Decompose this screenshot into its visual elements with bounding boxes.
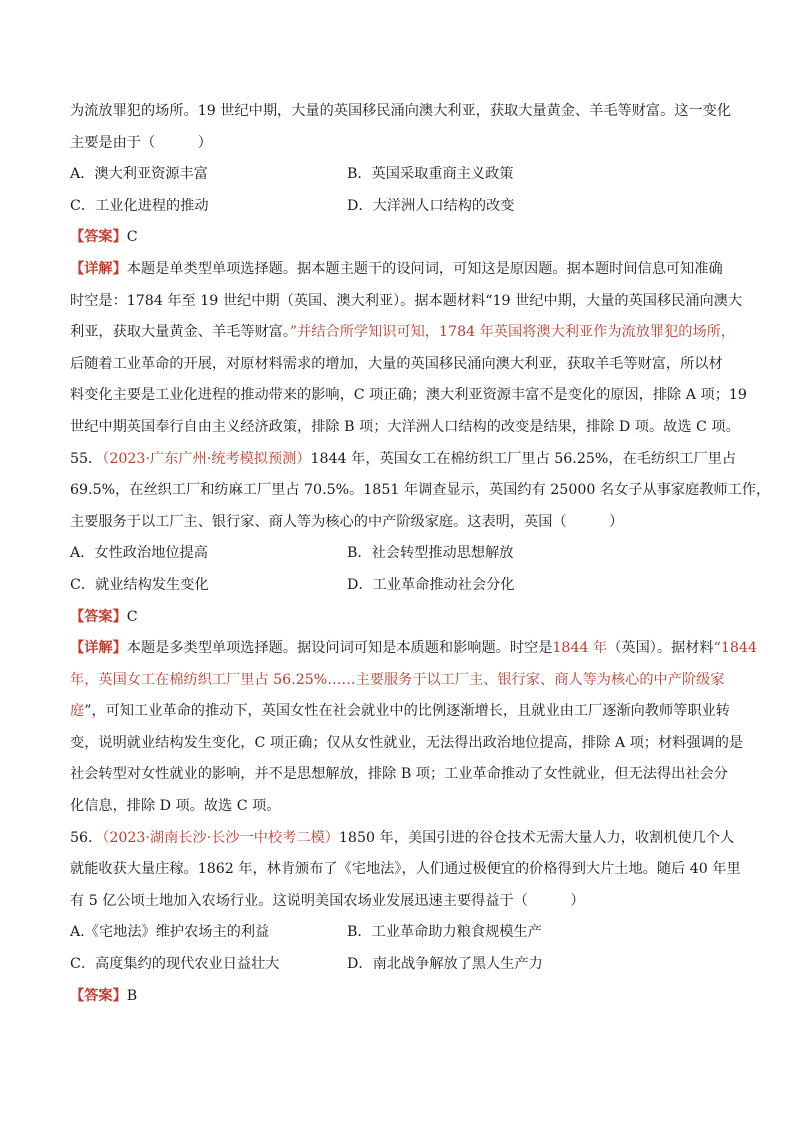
- q54-explain-line-4: 后随着工业革命的开展，对原材料需求的增加，大量的英国移民涌向澳大利亚，获取羊毛等财富，所以材: [70, 355, 723, 372]
- q54-stem-line-1: 为流放罪犯的场所。19 世纪中期，大量的英国移民涌向澳大利亚，获取大量黄金、羊毛等财富。这一变化: [70, 103, 732, 119]
- q55-explain-line-1: 【详解】本题是多类型单项选择题。据设问词可知是本质题和影响题。时空是1844 年（英国）。据材料“1844: [70, 640, 757, 657]
- q56-stem-line-3: 有 5 亿公顷土地加入农场行业。这说明美国农场业发展迅速主要得益于（ ）: [70, 892, 585, 909]
- q55-option-d: D．工业革命推动社会分化: [347, 576, 515, 593]
- q55-explain-line-3: 庭”，可知工业革命的推动下，英国女性在社会就业中的比例逐渐增长，且就业由工厂逐渐向教师等职业转: [70, 703, 730, 720]
- q56-option-d: D．南北战争解放了黑人生产力: [347, 956, 543, 973]
- document-body: [70, 96, 771, 1012]
- q55-option-b: B．社会转型推动思想解放: [347, 545, 514, 562]
- answer-tag: 【答案】: [70, 987, 127, 1004]
- q56-options-row-2: [70, 949, 730, 981]
- q55-explain-line-2: 年，英国女工在棉纺织工厂里占 56.25%……主要服务于以工厂主、银行家、商人等为核心的中产阶级家: [70, 671, 725, 688]
- q56-option-b: B．工业革命助力粮食规模生产: [347, 924, 542, 941]
- q54-explain-line-5: 料变化主要是工业化进程的推动带来的影响，C 项正确；澳大利亚资源丰富不是变化的原因，排除 A 项；19: [70, 387, 747, 404]
- answer-value: C: [126, 229, 138, 246]
- q54-answer: [70, 222, 730, 254]
- q55-answer: [70, 602, 730, 634]
- q56-answer: [70, 981, 730, 1013]
- answer-value: C: [126, 608, 138, 625]
- q54-option-c: C．工业化进程的推动: [70, 197, 209, 214]
- q55-explain-line-4: 变，说明就业结构发生变化，C 项正确；仅从女性就业，无法得出政治地位提高，排除 A 项；材料强调的是: [70, 734, 744, 751]
- q56-number: 56．: [70, 829, 103, 846]
- q55-stem-line-1: 55．（2023·广东广州·统考模拟预测）1844 年，英国女工在棉纺织工厂里占 56.25%，在毛纺织工厂里占: [70, 450, 737, 467]
- q55-stem-line-2: 69.5%，在丝织工厂和纺麻工厂里占 70.5%。1851 年调查显示，英国约有 25000 名女子从事家庭教师工作，: [70, 482, 771, 499]
- q56-source: （2023·湖南长沙·长沙一中校考二模）: [102, 829, 339, 846]
- answer-tag: 【答案】: [70, 229, 127, 246]
- q55-explain-line-6: 化信息，排除 D 项。故选 C 项。: [70, 798, 281, 815]
- q55-options-row-1: [70, 538, 730, 570]
- explain-tag: 【详解】: [70, 260, 127, 277]
- q55-source: （2023·广东广州·统考模拟预测）: [102, 450, 311, 467]
- q55-option-a: A．女性政治地位提高: [70, 545, 208, 562]
- explain-tag: 【详解】: [70, 640, 127, 657]
- q56-option-a: A.《宅地法》维护农场主的利益: [70, 924, 270, 941]
- q56-option-c: C．高度集约的现代农业日益壮大: [70, 956, 280, 973]
- q54-stem-line-2: 主要是由于（ ）: [70, 134, 212, 151]
- q55-option-c: C．就业结构发生变化: [70, 576, 209, 593]
- q54-options-row-1: [70, 159, 730, 191]
- q55-number: 55．: [70, 450, 103, 467]
- answer-value: B: [126, 987, 138, 1004]
- q54-option-d: D．大洋洲人口结构的改变: [347, 197, 515, 214]
- q54-option-a: A．澳大利亚资源丰富: [70, 166, 208, 183]
- q54-explain-line-2: 时空是：1784 年至 19 世纪中期（英国、澳大利亚）。据本题材料“19 世纪中期，大量的英国移民涌向澳大: [70, 292, 743, 309]
- q56-stem-line-1: 56．（2023·湖南长沙·长沙一中校考二模）1850 年，美国引进的谷仓技术无需大量人力，收割机使几个人: [70, 829, 735, 846]
- q56-stem-line-2: 就能收获大量庄稼。1862 年，林肯颁布了《宅地法》，人们通过极便宜的价格得到大片土地。随后 40 年里: [70, 861, 741, 878]
- q54-explain-line-6: 世纪中期英国奉行自由主义经济政策，排除 B 项；大洋洲人口结构的改变是结果，排除 D 项。故选 C 项。: [70, 418, 740, 435]
- q54-explain-line-1: 【详解】本题是单类型单项选择题。据本题主题干的设问词，可知这是原因题。据本题时间信息可知准确: [70, 260, 723, 277]
- q54-explain-line-3: 利亚，获取大量黄金、羊毛等财富。”并结合所学知识可知，1784 年英国将澳大利亚作为流放罪犯的场所，: [70, 324, 736, 341]
- q54-options-row-2: [70, 191, 730, 223]
- q54-option-b: B．英国采取重商主义政策: [347, 166, 514, 183]
- q55-stem-line-3: 主要服务于以工厂主、银行家、商人等为核心的中产阶级家庭。这表明，英国（ ）: [70, 513, 624, 530]
- answer-tag: 【答案】: [70, 608, 127, 625]
- q55-explain-line-5: 社会转型对女性就业的影响，并不是思想解放，排除 B 项；工业革命推动了女性就业，但无法得出社会分: [70, 766, 728, 783]
- q56-options-row-1: [70, 917, 730, 949]
- q55-options-row-2: [70, 570, 730, 602]
